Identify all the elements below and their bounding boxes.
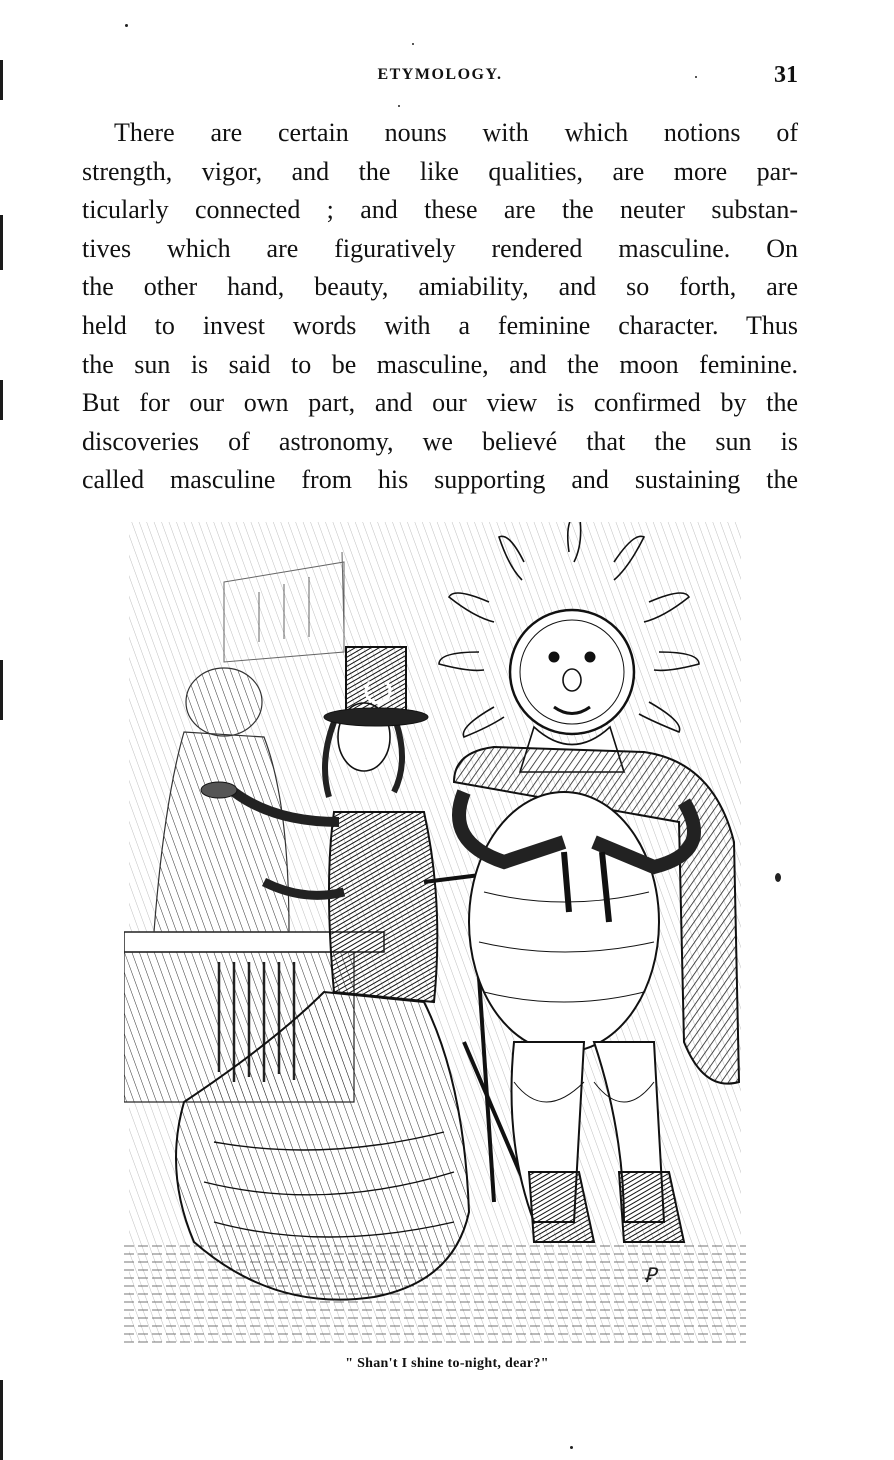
gutter-mark: [0, 215, 3, 270]
text-line: the other hand, beauty, amiability, and so forth, are: [82, 272, 798, 302]
text-line: discoveries of astronomy, we believé that the sun is: [82, 426, 798, 456]
text-line: tives which are figuratively rendered masculine. On: [82, 233, 798, 263]
engraving-illustration: [124, 522, 746, 1346]
scan-speck: [125, 24, 128, 27]
gutter-mark: [0, 1380, 3, 1460]
text-line: held to invest words with a feminine character. Thus: [82, 310, 798, 340]
body-paragraph: [82, 114, 798, 500]
illustration-caption: " Shan't I shine to-night, dear?": [345, 1356, 549, 1371]
text-line: ticularly connected ; and these are the neuter substan-: [82, 195, 798, 225]
text-line: called masculine from his supporting and sustaining the: [82, 465, 798, 495]
running-head: [82, 62, 798, 92]
gutter-mark: [0, 660, 3, 720]
scan-speck: [775, 873, 781, 882]
running-title: ETYMOLOGY.: [377, 66, 503, 83]
gutter-mark: [0, 380, 3, 420]
text-line: strength, vigor, and the like qualities, are more par-: [82, 156, 798, 186]
scan-speck: [695, 76, 697, 78]
artist-monogram: Ꝑ: [644, 1263, 657, 1287]
scan-speck: [412, 43, 414, 45]
page-number: 31: [774, 62, 798, 88]
text-line: But for our own part, and our view is confirmed by the: [82, 388, 798, 418]
gutter-mark: [0, 60, 3, 100]
text-line: There are certain nouns with which notions of: [114, 118, 798, 147]
scan-speck: [398, 105, 400, 107]
text-line: the sun is said to be masculine, and the moon feminine.: [82, 349, 798, 379]
scan-speck: [570, 1446, 573, 1449]
